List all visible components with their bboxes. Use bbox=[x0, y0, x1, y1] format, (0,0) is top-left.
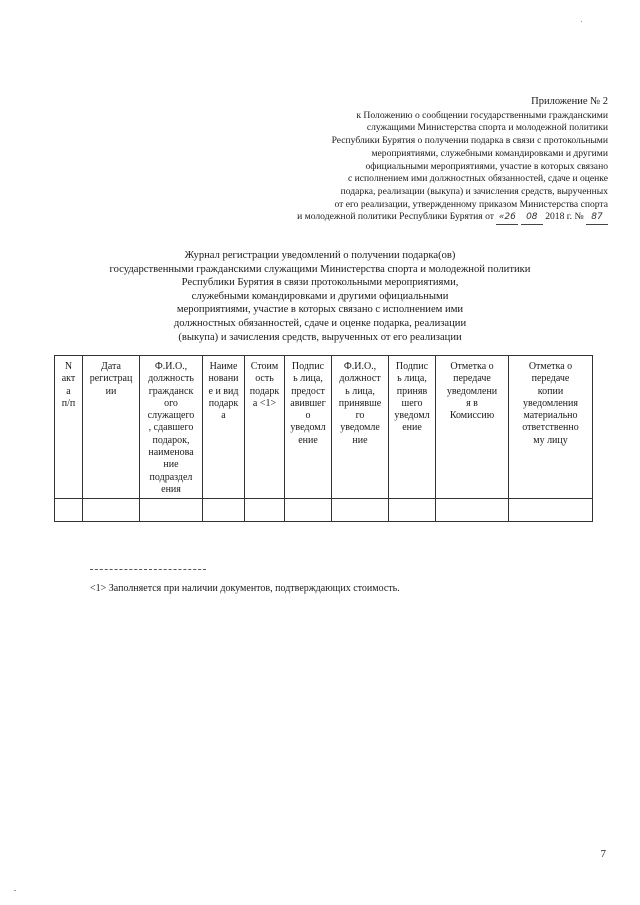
column-header-line: служащего bbox=[147, 410, 195, 422]
column-header-line: ение bbox=[402, 422, 422, 434]
column-header-line: го bbox=[355, 410, 365, 422]
appendix-header bbox=[248, 96, 608, 225]
column-header-line: Подпис bbox=[395, 361, 429, 372]
table-cell bbox=[140, 499, 203, 522]
column-header-line: копии bbox=[537, 385, 564, 397]
column-header-line: уведомл bbox=[394, 410, 430, 422]
appendix-line: Республики Бурятия о получении подарка в связи с протокольными bbox=[331, 135, 608, 147]
column-header-line: Отметка о bbox=[450, 361, 494, 372]
column-header-line: ого bbox=[164, 397, 178, 409]
column-header bbox=[389, 356, 436, 499]
appendix-line-prefix: и молодежной политики Республики Бурятия от bbox=[297, 211, 494, 223]
column-header-line: ения bbox=[161, 483, 181, 495]
column-header-line: ии bbox=[105, 385, 117, 397]
column-header-line: ние bbox=[163, 459, 179, 471]
column-header-line: ение bbox=[298, 434, 318, 446]
column-header-line: Ф.И.О., bbox=[154, 361, 188, 372]
appendix-line: к Положению о сообщении государственными гражданскими bbox=[356, 109, 608, 121]
title-line: мероприятиями, участие в которых связано с исполнением ими bbox=[176, 304, 464, 316]
column-header-line: регистрац bbox=[89, 373, 133, 385]
column-header bbox=[140, 356, 203, 499]
column-header-line: подарок, bbox=[152, 434, 190, 446]
column-header-line: Отметка о bbox=[528, 361, 573, 372]
column-header-line: ь лица, bbox=[293, 373, 323, 385]
column-header-line: а <1> bbox=[252, 397, 277, 409]
column-header-line: ь лица, bbox=[397, 373, 427, 385]
column-header-line: N bbox=[64, 361, 73, 372]
column-header-line: предост bbox=[291, 385, 325, 397]
title-line: служебными командировками и другими официальными bbox=[191, 290, 449, 302]
column-header-line: Дата bbox=[101, 361, 121, 372]
table-cell bbox=[285, 499, 332, 522]
column-header bbox=[436, 356, 509, 499]
column-header bbox=[245, 356, 285, 499]
title-line: (выкупа) и зачисления средств, вырученных от его реализации bbox=[178, 331, 462, 343]
column-header-line: ответственно bbox=[522, 422, 579, 434]
column-header-line: о bbox=[305, 410, 311, 422]
column-header-line: передаче bbox=[531, 373, 570, 385]
appendix-line: служащими Министерства спорта и молодежной политики bbox=[366, 122, 608, 134]
footnote-divider bbox=[90, 569, 206, 570]
column-header-line: Подпис bbox=[291, 361, 325, 372]
handwritten-day: «26 bbox=[496, 211, 518, 225]
footnote: <1> Заполняется при наличии документов, подтверждающих стоимость. bbox=[90, 583, 400, 594]
column-header-line: уведомления bbox=[523, 397, 578, 409]
column-header-line: п/п bbox=[61, 397, 76, 409]
column-header-line: принявше bbox=[338, 397, 382, 409]
column-header-line: му лицу bbox=[533, 434, 568, 446]
column-header-line: материально bbox=[523, 410, 578, 422]
column-header-line: новани bbox=[208, 373, 239, 385]
column-header-line: уведомле bbox=[340, 422, 380, 434]
table-cell bbox=[436, 499, 509, 522]
title-line: Республики Бурятия в связи протокольными мероприятиями, bbox=[181, 277, 459, 289]
column-header-line: подарк bbox=[249, 385, 280, 397]
appendix-line: официальными мероприятиями, участие в которых связано bbox=[365, 160, 608, 172]
journal-table bbox=[54, 355, 593, 522]
column-header bbox=[55, 356, 83, 499]
column-header-line: шего bbox=[401, 397, 423, 409]
appendix-line: с исполнением ими должностных обязанностей, сдаче и оценке bbox=[347, 173, 608, 185]
appendix-line: от его реализации, утвержденному приказом Министерства спорта bbox=[334, 198, 608, 210]
page-number: 7 bbox=[600, 848, 606, 860]
column-header-line: ь лица, bbox=[345, 385, 375, 397]
column-header-line: акт bbox=[61, 373, 76, 385]
column-header bbox=[509, 356, 593, 499]
column-header bbox=[332, 356, 389, 499]
column-header-line: должность bbox=[148, 373, 194, 385]
column-header-line: приняв bbox=[396, 385, 428, 397]
handwritten-order-number: 87 bbox=[586, 211, 608, 225]
scan-speck bbox=[581, 21, 582, 22]
column-header-line: ость bbox=[255, 373, 274, 385]
column-header bbox=[83, 356, 140, 499]
column-header-line: Наиме bbox=[209, 361, 238, 372]
table-cell bbox=[83, 499, 140, 522]
column-header-line: наименова bbox=[148, 447, 194, 459]
column-header-line: уведомл bbox=[290, 422, 326, 434]
column-header-line: а bbox=[66, 385, 71, 397]
title-line: Журнал регистрации уведомлений о получении подарка(ов) bbox=[184, 250, 456, 261]
table-cell bbox=[55, 499, 83, 522]
appendix-line: мероприятиями, служебными командировками и другими bbox=[371, 147, 608, 159]
appendix-date-line bbox=[248, 211, 608, 225]
column-header-line: уведомлени bbox=[446, 385, 498, 397]
table-row bbox=[55, 499, 593, 522]
column-header-line: а bbox=[221, 410, 226, 422]
column-header-line: подраздел bbox=[149, 471, 193, 483]
column-header-line: е и вид bbox=[208, 385, 239, 397]
column-header-line: подарк bbox=[208, 397, 239, 409]
appendix-line: подарка, реализации (выкупа) и зачисления средств, вырученных bbox=[340, 185, 608, 197]
column-header bbox=[203, 356, 245, 499]
table-cell bbox=[332, 499, 389, 522]
column-header-line: ние bbox=[352, 434, 368, 446]
table-cell bbox=[245, 499, 285, 522]
column-header-line: Ф.И.О., bbox=[343, 361, 377, 372]
handwritten-month: 08 bbox=[521, 211, 543, 225]
column-header-line: я в bbox=[466, 397, 478, 409]
scan-speck bbox=[14, 890, 16, 891]
table-cell bbox=[509, 499, 593, 522]
title-line: государственными гражданскими служащими Министерства спорта и молодежной политики bbox=[109, 263, 531, 275]
column-header-line: , сдавшего bbox=[148, 422, 194, 434]
appendix-line: Приложение № 2 bbox=[531, 96, 608, 107]
column-header-line: гражданск bbox=[148, 385, 194, 397]
document-title bbox=[60, 249, 580, 344]
table-header-row bbox=[55, 356, 593, 499]
table-cell bbox=[389, 499, 436, 522]
column-header-line: передаче bbox=[453, 373, 491, 385]
column-header-line: Стоим bbox=[250, 361, 279, 372]
title-line: должностных обязанностей, сдаче и оценке подарка, реализации bbox=[173, 317, 467, 329]
year-label: 2018 г. № bbox=[545, 211, 584, 223]
column-header-line: должност bbox=[339, 373, 381, 385]
column-header-line: авившег bbox=[290, 397, 326, 409]
column-header-line: Комиссию bbox=[449, 410, 495, 422]
column-header bbox=[285, 356, 332, 499]
table-cell bbox=[203, 499, 245, 522]
